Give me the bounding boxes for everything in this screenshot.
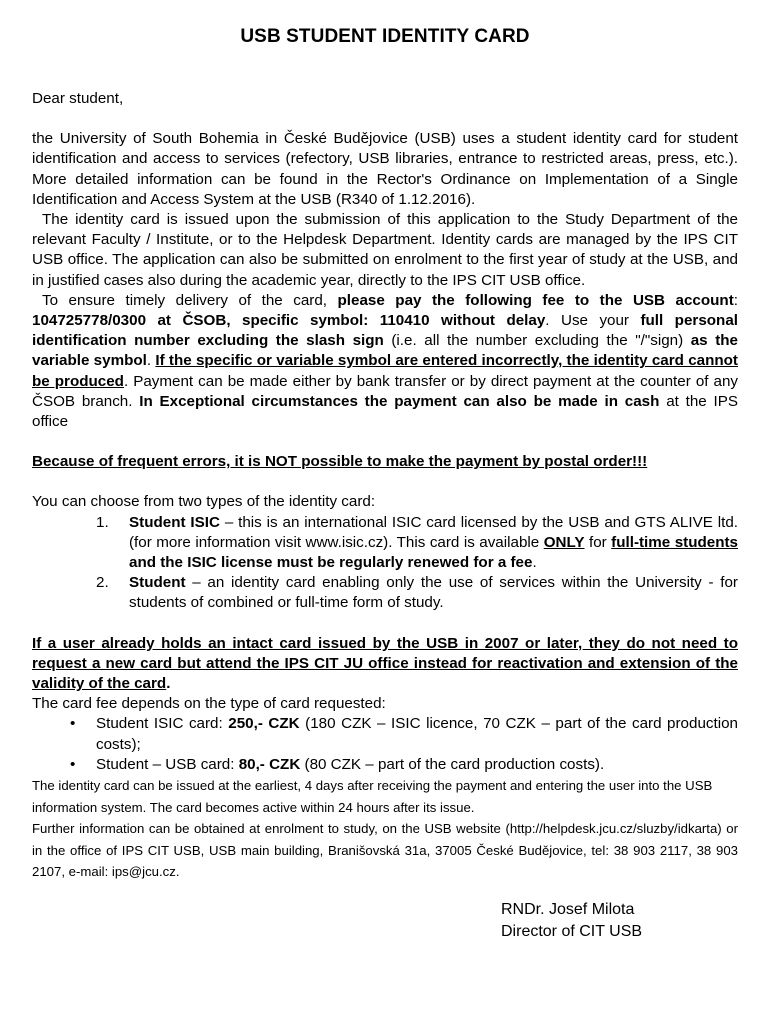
document-title: USB STUDENT IDENTITY CARD — [240, 26, 530, 47]
fee-label: Student ISIC card: — [96, 715, 229, 733]
card-type-description: for — [584, 533, 612, 551]
signatory-name: RNDr. Josef Milota — [501, 901, 635, 918]
payment-text-2: : — [733, 291, 738, 309]
only-emphasis: ONLY — [543, 533, 585, 551]
document-body — [32, 89, 738, 883]
reactivation-notice: If a user already holds an intact card issued by the USB in 2007 or later, they do not need to request a new card but attend the IPS CIT JU office instead for reactivation and extension of the validity of the card. — [32, 634, 738, 693]
spacer — [32, 614, 738, 634]
greeting: Dear student, — [32, 90, 124, 107]
payment-text-5: . — [146, 352, 156, 370]
fee-amount: 250,- CZK — [228, 715, 300, 733]
card-types-list — [32, 513, 738, 614]
isic-renewal-note: and the ISIC license must be regularly renewed for a fee — [129, 554, 533, 572]
card-type-description: . — [532, 554, 537, 572]
signature-block — [501, 899, 642, 943]
intro-paragraph-2: The identity card is issued upon the submission of this application to the Study Department of the relevant Faculty / Institute, or to the Helpdesk Department. Identity cards are managed by the IPS CIT USB office. The application can also be submitted on enrolment to the first year of study at the USB, and in justified cases also during the academic year, directly to the IPS CIT USB office. — [32, 211, 738, 289]
payment-text-7: at the IPS office — [32, 392, 739, 431]
further-information: Further information can be obtained at enrolment to study, on the USB website (http://helpdesk.jcu.cz/sluzby/idkarta) or in the office of IPS CIT USB, USB main building, Branišovská 31a, 37005 České Budějovice, tel: 38 903 2117, 38 903 2107, e-mail: ips@jcu.cz. — [32, 821, 738, 880]
payment-variable-symbol: as the variable symbol — [32, 332, 738, 370]
full-time-emphasis: full-time students — [611, 533, 738, 551]
list-number: 2. — [96, 574, 109, 592]
signatory-role: Director of CIT USB — [501, 923, 643, 940]
card-type-name: Student — [129, 574, 186, 592]
payment-text-3: . Use your — [545, 312, 641, 330]
fee-breakdown: (80 CZK – part of the card production costs). — [300, 755, 605, 773]
payment-paragraph — [32, 291, 738, 432]
postal-order-warning: Because of frequent errors, it is NOT possible to make the payment by postal order!!! — [32, 453, 648, 471]
list-number: 1. — [96, 513, 109, 531]
fees-list — [32, 714, 738, 775]
list-item — [32, 573, 738, 613]
card-types-intro: You can choose from two types of the identity card: — [32, 493, 376, 511]
fees-intro: The card fee depends on the type of card requested: — [32, 695, 386, 713]
list-item — [32, 714, 738, 754]
fee-breakdown: (180 CZK – ISIC licence, 70 CZK – part of the card production costs); — [96, 715, 738, 753]
fee-label: Student – USB card: — [96, 755, 239, 773]
payment-text-4: (i.e. all the number excluding the "/"sign) — [383, 332, 691, 350]
card-type-description: – this is an international ISIC card licensed by the USB and GTS ALIVE ltd. (for more information visit www.isic.cz). This card is available — [129, 513, 738, 551]
bullet-icon: • — [70, 755, 76, 773]
card-type-name: Student ISIC — [129, 513, 220, 531]
intro-paragraph-1: the University of South Bohemia in České Budějovice (USB) uses a student identity card for student identification and access to services (refectory, USB libraries, entrance to restricted areas, press, etc.). More detailed information can be found in the Rector's Ordinance on Implementation of a Single Identification and Access System at the USB (R340 of 1.12.2016). — [32, 130, 738, 208]
payment-id-number: full personal identification number excluding the slash sign — [32, 312, 738, 350]
card-type-description: – an identity card enabling only the use of services within the University - for students of combined or full-time form of study. — [129, 574, 738, 612]
payment-account-label: please pay the following fee to the USB account — [337, 291, 734, 309]
payment-error-warning: If the specific or variable symbol are entered incorrectly, the identity card cannot be produced — [32, 352, 738, 390]
spacer — [32, 472, 738, 492]
list-item — [32, 513, 738, 574]
issue-note: The identity card can be issued at the earliest, 4 days after receiving the payment and entering the user into the USB information system. The card becomes active within 24 hours after its issue. — [32, 778, 713, 815]
fee-amount: 80,- CZK — [238, 755, 301, 773]
list-item — [32, 755, 738, 775]
payment-cash-note: In Exceptional circumstances the payment can also be made in cash — [139, 392, 660, 410]
spacer — [32, 432, 738, 452]
spacer — [32, 109, 738, 129]
payment-text-1: To ensure timely delivery of the card, — [42, 291, 338, 309]
payment-text-6: . Payment can be made either by bank transfer or by direct payment at the counter of any ČSOB branch. — [32, 372, 738, 410]
payment-account-number: 104725778/0300 at ČSOB, specific symbol: 110410 without delay — [32, 312, 546, 330]
bullet-icon: • — [70, 715, 76, 733]
